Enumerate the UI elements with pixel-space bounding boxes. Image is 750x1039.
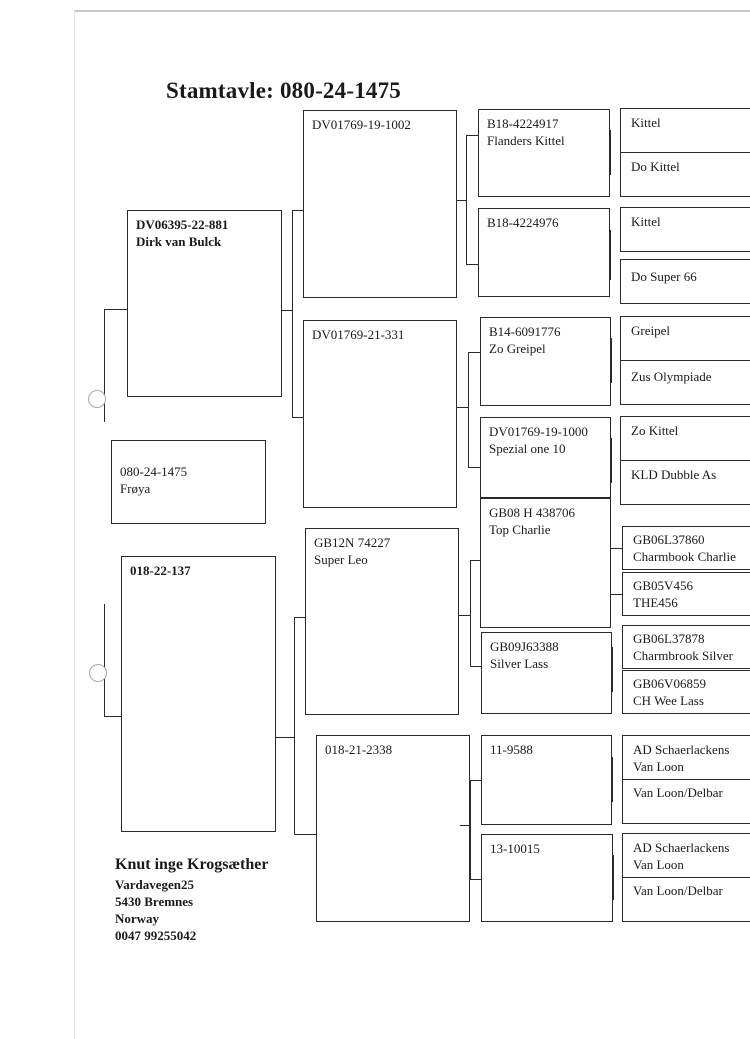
dam-ring: 018-22-137 (130, 563, 191, 578)
pedigree-line: Zus Olympiade (631, 369, 712, 384)
ancestor-box (620, 207, 750, 252)
connector-line (104, 309, 105, 422)
pedigree-name: Zo Greipel (489, 341, 546, 356)
sire-box (127, 210, 282, 397)
pedigree-line: Van Loon/Delbar (633, 785, 723, 800)
ancestor-box (622, 779, 750, 824)
ancestor-box (620, 316, 750, 361)
punch-hole (89, 664, 107, 682)
owner-postal: 5430 Bremnes (115, 894, 194, 909)
pedigree-line: Charmbook Charlie (633, 549, 736, 564)
pedigree-line: Van Loon/Delbar (633, 883, 723, 898)
great-grandparent-box (480, 317, 611, 406)
scan-edge (74, 10, 750, 12)
pedigree-ring: 018-21-2338 (325, 742, 393, 757)
pedigree-ring: GB12N 74227 (314, 535, 391, 550)
ancestor-box (620, 360, 750, 405)
pedigree-ring: DV01769-19-1002 (312, 117, 411, 132)
connector-line (104, 604, 105, 717)
owner-phone: 0047 99255042 (115, 928, 197, 943)
great-grandparent-box (478, 208, 610, 297)
connector-line (294, 834, 316, 835)
connector-line (292, 210, 303, 211)
pedigree-ring: B18-4224976 (487, 215, 559, 230)
pedigree-ring: DV01769-19-1000 (489, 424, 588, 439)
pedigree-name: Super Leo (314, 552, 368, 567)
pedigree-line: GB06L37860 (633, 532, 705, 547)
grandsire-paternal-box (303, 110, 457, 298)
page-title: Stamtavle: 080-24-1475 (166, 78, 401, 103)
connector-line (282, 310, 292, 311)
pedigree-line: Van Loon (633, 759, 684, 774)
pedigree-ring: B18-4224917 (487, 116, 559, 131)
connector-line (611, 438, 612, 483)
connector-line (292, 210, 293, 418)
pedigree-line: Kittel (631, 115, 661, 130)
connector-line (468, 352, 469, 468)
subject-ring: 080-24-1475 (120, 464, 188, 479)
pedigree-ring: GB09J63388 (490, 639, 559, 654)
connector-line (470, 879, 481, 880)
connector-line (611, 594, 622, 595)
great-grandparent-box (481, 735, 612, 825)
pedigree-name: Flanders Kittel (487, 133, 565, 148)
connector-line (466, 135, 478, 136)
pedigree-name: Silver Lass (490, 656, 549, 671)
great-grandparent-box (480, 417, 611, 498)
great-grandparent-box (478, 109, 610, 197)
ancestor-box (622, 735, 750, 780)
pedigree-name: Spezial one 10 (489, 441, 566, 456)
pedigree-line: Van Loon (633, 857, 684, 872)
connector-line (610, 230, 611, 280)
pedigree-ring: B14-6091776 (489, 324, 561, 339)
pedigree-line: Kittel (631, 214, 661, 229)
ancestor-box (620, 460, 750, 505)
great-grandparent-box (481, 834, 613, 922)
pedigree-ring: GB08 H 438706 (489, 505, 575, 520)
owner-address: Vardavegen25 (115, 877, 194, 892)
pedigree-name: Top Charlie (489, 522, 551, 537)
grandsire-maternal-box (305, 528, 459, 715)
subject-box (111, 440, 266, 524)
connector-line (466, 264, 478, 265)
pedigree-line: GB05V456 (633, 578, 693, 593)
connector-line (460, 825, 470, 826)
ancestor-box (620, 152, 750, 197)
granddam-maternal-box (316, 735, 470, 922)
pedigree-line: Zo Kittel (631, 423, 679, 438)
great-grandparent-box (480, 498, 611, 628)
connector-line (459, 615, 470, 616)
connector-line (610, 130, 611, 175)
ancestor-box (620, 416, 750, 461)
ancestor-box (622, 670, 750, 714)
connector-line (470, 666, 481, 667)
owner-name: Knut inge Krogsæther (115, 856, 269, 873)
ancestor-box (622, 526, 750, 570)
connector-line (611, 548, 622, 549)
connector-line (276, 737, 294, 738)
connector-line (613, 855, 614, 900)
pedigree-line: Charmbrook Silver (633, 648, 734, 663)
pedigree-ring: 11-9588 (490, 742, 533, 757)
great-grandparent-box (481, 632, 612, 714)
ancestor-box (622, 877, 750, 922)
pedigree-line: AD Schaerlackens (633, 840, 730, 855)
sire-name: Dirk van Bulck (136, 234, 222, 249)
connector-line (457, 407, 468, 408)
connector-line (612, 647, 613, 692)
pedigree-line: KLD Dubble As (631, 467, 717, 482)
pedigree-line: THE456 (633, 595, 678, 610)
connector-line (468, 467, 480, 468)
pedigree-line: AD Schaerlackens (633, 742, 730, 757)
pedigree-line: CH Wee Lass (633, 693, 704, 708)
ancestor-box (620, 108, 750, 153)
pedigree-line: GB06V06859 (633, 676, 706, 691)
ancestor-box (622, 625, 750, 669)
owner-contact (115, 856, 268, 944)
connector-line (611, 338, 612, 383)
pedigree-line: Greipel (631, 323, 670, 338)
connector-line (466, 135, 467, 265)
connector-line (104, 309, 127, 310)
scan-edge-left (74, 10, 75, 1039)
punch-hole (88, 390, 106, 408)
pedigree-line: Do Kittel (631, 159, 680, 174)
dam-box (121, 556, 276, 832)
connector-line (468, 352, 480, 353)
subject-name: Frøya (120, 481, 151, 496)
connector-line (470, 780, 481, 781)
ancestor-box (620, 259, 750, 304)
owner-country: Norway (115, 911, 160, 926)
pedigree-line: GB06L37878 (633, 631, 705, 646)
granddam-paternal-box (303, 320, 457, 508)
connector-line (104, 716, 121, 717)
connector-line (470, 560, 471, 667)
pedigree-line: Do Super 66 (631, 269, 697, 284)
pedigree-ring: DV01769-21-331 (312, 327, 405, 342)
sire-ring: DV06395-22-881 (136, 217, 229, 232)
pedigree-ring: 13-10015 (490, 841, 540, 856)
connector-line (294, 617, 295, 835)
connector-line (294, 617, 305, 618)
ancestor-box (622, 833, 750, 878)
connector-line (470, 560, 480, 561)
ancestor-box (622, 572, 750, 616)
connector-line (470, 780, 471, 880)
connector-line (292, 417, 303, 418)
connector-line (612, 757, 613, 802)
connector-line (457, 200, 466, 201)
